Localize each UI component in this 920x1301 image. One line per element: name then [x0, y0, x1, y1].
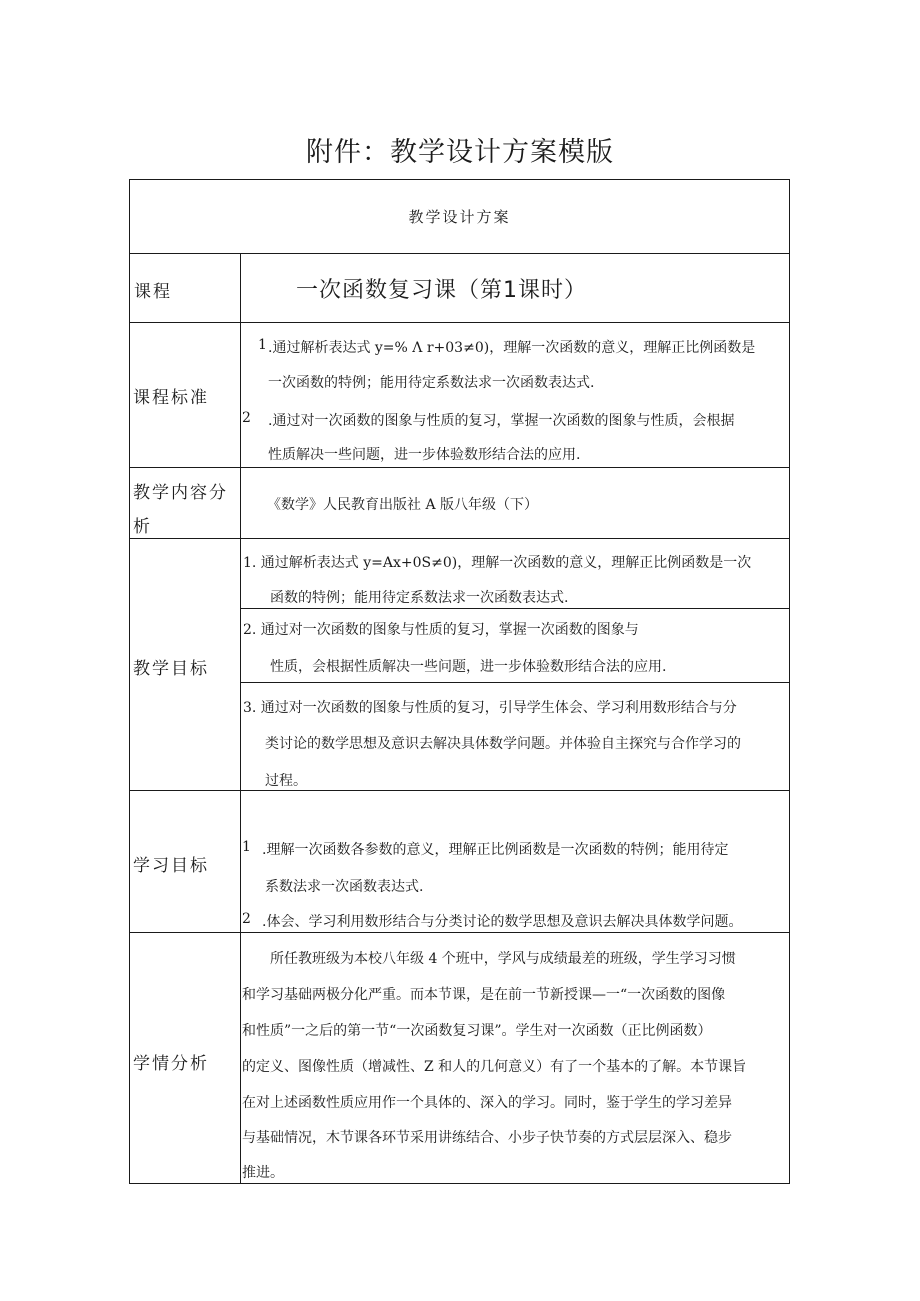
course-name: 一次函数复习课（第1课时） [296, 278, 587, 303]
standard-item-2-line-1: .通过对一次函数的图象与性质的复习，掌握一次函数的图象与性质，会根据 [268, 413, 735, 429]
table-border-bottom [129, 1183, 790, 1184]
standard-item-1-number: 1 [258, 337, 267, 353]
standard-item-2-number: 2 [242, 410, 251, 426]
content-analysis-label-line-2: 析 [133, 517, 152, 537]
teaching-goal-1-line-1: 1. 通过解析表达式 y=Ax+0S≠0)，理解一次函数的意义，理解正比例函数是一次 [243, 555, 752, 571]
learner-analysis-line: 所任教班级为本校八年级 4 个班中，学风与成绩最差的班级，学生学习习惯 [270, 951, 736, 967]
standard-item-1-line-2: 一次函数的特例；能用待定系数法求一次函数表达式. [268, 375, 595, 391]
standard-item-2-line-2: 性质解决一些问题，进一步体验数形结合法的应用. [268, 447, 581, 463]
learner-analysis-line: 推进。 [242, 1165, 284, 1181]
table-header: 教学设计方案 [408, 208, 511, 226]
learning-goal-1-line-1: .理解一次函数各参数的意义，理解正比例函数是一次函数的特例；能用待定 [262, 842, 729, 858]
teaching-goal-2-line-2: 性质，会根据性质解决一些问题，进一步体验数形结合法的应用. [270, 659, 667, 675]
learning-goal-1-number: 1 [242, 839, 251, 855]
table-row-divider [129, 538, 790, 539]
learning-goal-2-line-1: .体会、学习利用数形结合与分类讨论的数学思想及意识去解决具体数学问题。 [262, 914, 743, 930]
learning-goals-label: 学习目标 [133, 856, 209, 876]
content-analysis-value: 《数学》人民教育出版社 A 版八年级（下） [267, 497, 539, 513]
table-border-right [789, 179, 790, 1184]
table-column-divider [240, 253, 241, 1184]
table-row-divider [129, 253, 790, 254]
table-row-divider [129, 322, 790, 323]
learning-goal-1-line-2: 系数法求一次函数表达式. [265, 879, 424, 895]
table-subrow-divider [240, 608, 790, 609]
learner-analysis-line: 的定义、图像性质（增减性、Z 和人的几何意义）有了一个基本的了解。本节课旨 [242, 1059, 747, 1075]
learner-analysis-line: 与基础情况，木节课各环节采用讲练结合、小步子快节奏的方式层层深入、稳步 [242, 1130, 732, 1146]
teaching-goal-2-line-1: 2. 通过对一次函数的图象与性质的复习，掌握一次函数的图象与 [243, 622, 639, 638]
learner-analysis-line: 和学习基础两极分化严重。而本节课，是在前一节新授课—一“一次函数的图像 [242, 987, 726, 1003]
page-title: 附件：教学设计方案模版 [306, 137, 614, 168]
table-row-divider [129, 790, 790, 791]
learner-analysis-line: 和性质”一之后的第一节“一次函数复习课”。学生对一次函数（正比例函数） [242, 1023, 712, 1039]
teaching-goal-3-line-1: 3. 通过对一次函数的图象与性质的复习，引导学生体会、学习利用数形结合与分 [243, 700, 737, 716]
teaching-goals-label: 教学目标 [133, 659, 209, 679]
table-border-left [129, 179, 130, 1184]
learning-goal-2-number: 2 [242, 911, 251, 927]
course-label: 课程 [134, 282, 172, 302]
table-row-divider [129, 467, 790, 468]
learner-analysis-label: 学情分析 [133, 1054, 209, 1074]
teaching-goal-1-line-2: 函数的特例；能用待定系数法求一次函数表达式. [270, 590, 569, 606]
standard-label: 课程标准 [133, 388, 209, 408]
teaching-goal-3-line-2: 类讨论的数学思想及意识去解决具体数学问题。并体验自主探究与合作学习的 [265, 736, 741, 752]
teaching-goal-3-line-3: 过程。 [265, 773, 307, 789]
learner-analysis-line: 在对上述函数性质应用作一个具体的、深入的学习。同时，鉴于学生的学习差异 [242, 1095, 732, 1111]
table-row-divider [129, 932, 790, 933]
table-border-top [129, 179, 790, 180]
content-analysis-label-line-1: 教学内容分 [133, 483, 228, 503]
standard-item-1-line-1: .通过解析表达式 y=% Λ r+03≠0)，理解一次函数的意义，理解正比例函数是 [268, 340, 756, 356]
table-subrow-divider [240, 682, 790, 683]
